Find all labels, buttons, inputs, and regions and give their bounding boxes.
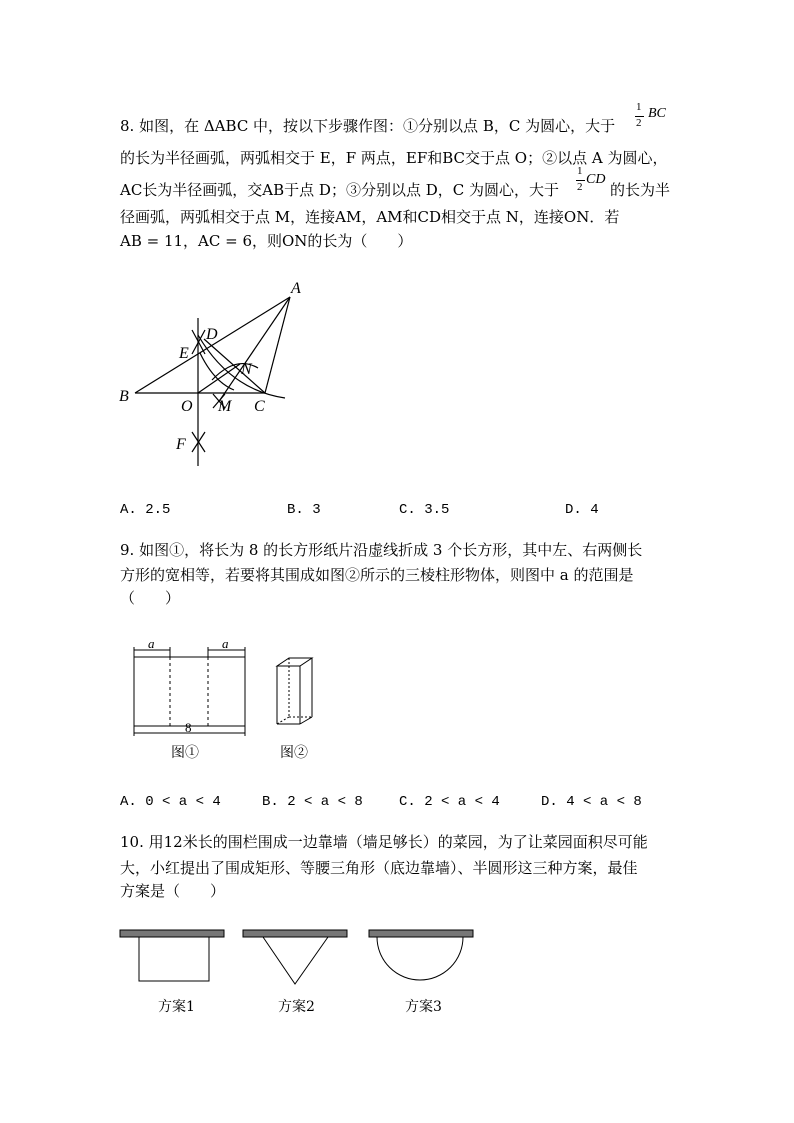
q8-option-c[interactable]: C. 3.5: [399, 502, 450, 518]
label-f: F: [176, 436, 186, 453]
q9-line3: （ ）: [120, 589, 181, 607]
plan3-semicircle: [377, 937, 463, 980]
label-a: A: [291, 280, 301, 297]
q8-option-b[interactable]: B. 3: [287, 502, 321, 518]
q10-line2: 大，小红提出了围成矩形、等腰三角形（底边靠墙）、半圆形这三种方案，最佳: [120, 859, 638, 877]
label-n: N: [241, 361, 252, 378]
label-e: E: [179, 345, 189, 362]
q8-frac2-tail: CD: [586, 172, 606, 187]
label-c: C: [254, 398, 265, 415]
q8-option-a[interactable]: A. 2.5: [120, 502, 171, 518]
q9-line1: 9. 如图①，将长为 8 的长方形纸片沿虚线折成 3 个长方形，其中左、右两侧长: [120, 541, 643, 559]
q8-line1-text: 8. 如图，在 ΔABC 中，按以下步骤作图：①分别以点 B，C 为圆心，大于: [120, 117, 616, 135]
q9-option-c[interactable]: C. 2 < a < 4: [399, 794, 500, 810]
q8-frac1-den: 2: [636, 117, 642, 129]
wall-3: [369, 930, 473, 937]
segment-on: [198, 364, 240, 393]
q8-figure: [110, 275, 310, 475]
q8-frac2-den: 2: [577, 181, 583, 193]
q8-line2: 的长为半径画弧，两弧相交于 E，F 两点，EF和BC交于点 O；②以点 A 为圆心，: [120, 149, 668, 167]
prism-top: [277, 658, 312, 666]
label-a-right: a: [222, 636, 229, 651]
plan2-triangle: [263, 937, 328, 984]
q8-frac1-tail: BC: [648, 106, 666, 121]
q8-line3a: AC长为半径画弧，交AB于点 D；③分别以点 D，C 为圆心，大于: [120, 181, 560, 199]
q8-line5: AB = 11，AC = 6，则ON的长为（ ）: [120, 232, 413, 250]
q8-frac1-num: 1: [636, 101, 642, 113]
paper-rectangle: [134, 657, 245, 726]
plan2-caption: 方案2: [278, 999, 315, 1015]
q8-line3b: 的长为半: [610, 181, 671, 199]
q8-line4: 径画弧，两弧相交于点 M，连接AM，AM和CD相交于点 N，连接ON．若: [120, 208, 620, 226]
label-d: D: [206, 326, 218, 343]
q8-frac2-num: 1: [577, 165, 583, 177]
plan3-caption: 方案3: [405, 999, 442, 1015]
label-a-left: a: [148, 636, 155, 651]
q9-fig1-caption: 图①: [171, 745, 199, 761]
q9-option-d[interactable]: D. 4 < a < 8: [541, 794, 642, 810]
q9-fig2-caption: 图②: [280, 745, 308, 761]
q8-option-d[interactable]: D. 4: [565, 502, 599, 518]
segment-ab: [135, 297, 290, 393]
label-8: 8: [185, 720, 192, 735]
label-b: B: [119, 388, 129, 405]
wall-2: [243, 930, 347, 937]
prism-bottom-right: [300, 717, 312, 724]
q9-option-a[interactable]: A. 0 < a < 4: [120, 794, 221, 810]
plan1-caption: 方案1: [158, 999, 195, 1015]
q10-line3: 方案是（ ）: [120, 882, 226, 900]
label-o: O: [181, 398, 193, 415]
q8-line1: [120, 116, 615, 136]
segment-ac: [265, 297, 290, 393]
label-m: M: [218, 398, 232, 415]
wall-1: [120, 930, 224, 937]
plan1-rectangle: [139, 937, 209, 981]
q10-line1: 10. 用12米长的围栏围成一边靠墙（墙足够长）的菜园，为了让菜园面积尽可能: [120, 833, 648, 851]
q9-option-b[interactable]: B. 2 < a < 8: [262, 794, 363, 810]
prism-hidden-bottom-left: [277, 717, 289, 724]
q9-line2: 方形的宽相等，若要将其围成如图②所示的三棱柱形物体，则图中 a 的范围是: [120, 566, 634, 584]
q10-figures: [115, 922, 480, 992]
